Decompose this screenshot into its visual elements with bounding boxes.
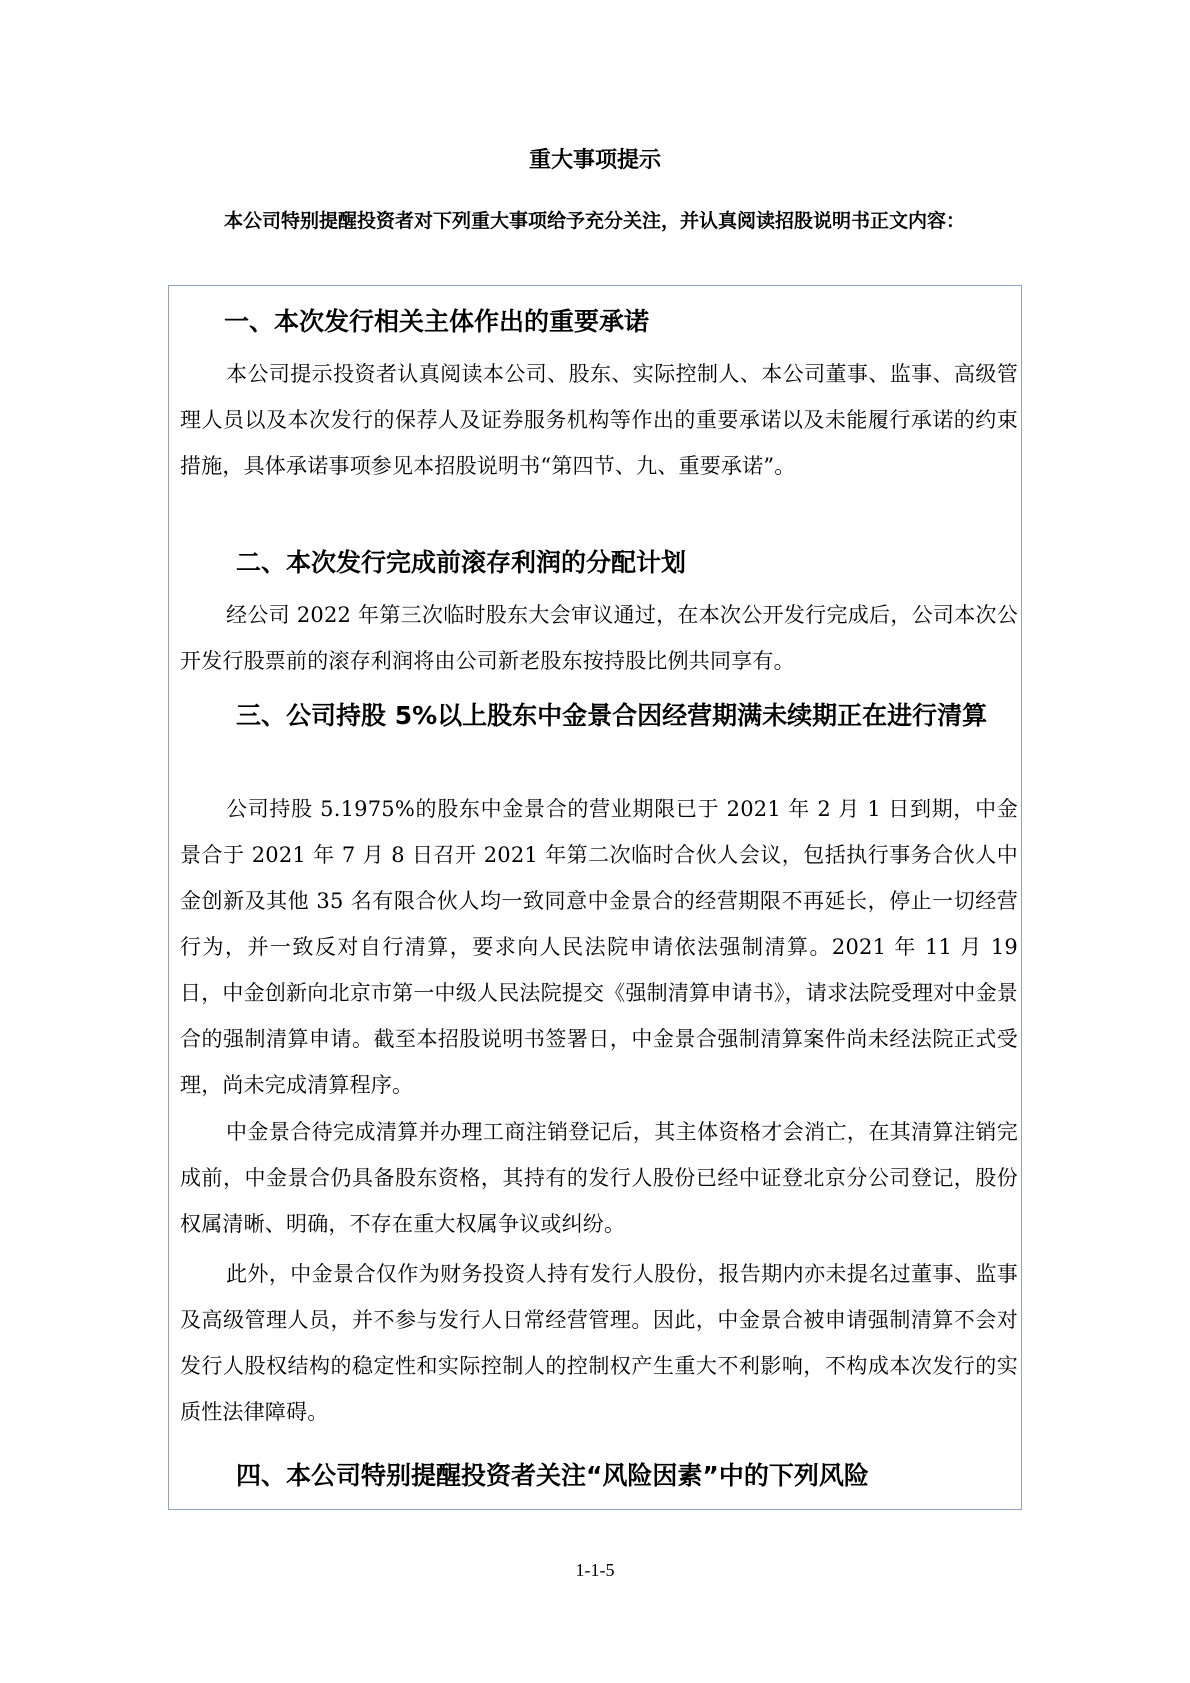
section-paragraph: 此外，中金景合仅作为财务投资人持有发行人股份，报告期内亦未提名过董事、监事及高级管理人员，并不参与发行人日常经营管理。因此，中金景合被申请强制清算不会对发行人股权结构的稳定性和实际控制人的控制权产生重大不利影响，不构成本次发行的实质性法律障碍。	[180, 1262, 1018, 1424]
section-heading-liquidation: 三、公司持股 5%以上股东中金景合因经营期满未续期正在进行清算	[236, 701, 988, 730]
section-heading-commitments: 一、本次发行相关主体作出的重要承诺	[224, 307, 650, 336]
section-heading-risk-factors: 四、本公司特别提醒投资者关注“风险因素”中的下列风险	[236, 1461, 869, 1490]
section-paragraph: 本公司提示投资者认真阅读本公司、股东、实际控制人、本公司董事、监事、高级管理人员以及本次发行的保荐人及证券服务机构等作出的重要承诺以及未能履行承诺的约束措施，具体承诺事项参见本招股说明书“第四节、九、重要承诺”。	[180, 362, 1018, 478]
section-paragraph: 经公司 2022 年第三次临时股东大会审议通过，在本次公开发行完成后，公司本次公开发行股票前的滚存利润将由公司新老股东按持股比例共同享有。	[180, 603, 1018, 673]
page-title: 重大事项提示	[528, 148, 661, 173]
section-heading-profit-distribution: 二、本次发行完成前滚存利润的分配计划	[236, 548, 687, 577]
section-paragraph: 公司持股 5.1975%的股东中金景合的营业期限已于 2021 年 2 月 1 日到期，中金景合于 2021 年 7 月 8 日召开 2021 年第二次临时合伙人会议，包括执行事务合伙人中金创新及其他 35 名有限合伙人均一致同意中金景合的经营期限不再延长，停止一切经营行为，并一致反对自行清算，要求向人民法院申请依法强制清算。2021 年 11 月 19 日，中金创新向北京市第一中级人民法院提交《强制清算申请书》，请求法院受理对中金景合的强制清算申请。截至本招股说明书签署日，中金景合强制清算案件尚未经法院正式受理，尚未完成清算程序。	[180, 797, 1018, 1097]
section-paragraph: 中金景合待完成清算并办理工商注销登记后，其主体资格才会消亡，在其清算注销完成前，中金景合仍具备股东资格，其持有的发行人股份已经中证登北京分公司登记，股份权属清晰、明确，不存在重大权属争议或纠纷。	[180, 1120, 1018, 1236]
intro-notice: 本公司特别提醒投资者对下列重大事项给予充分关注，并认真阅读招股说明书正文内容：	[224, 210, 966, 232]
page-number: 1-1-5	[575, 1560, 615, 1580]
